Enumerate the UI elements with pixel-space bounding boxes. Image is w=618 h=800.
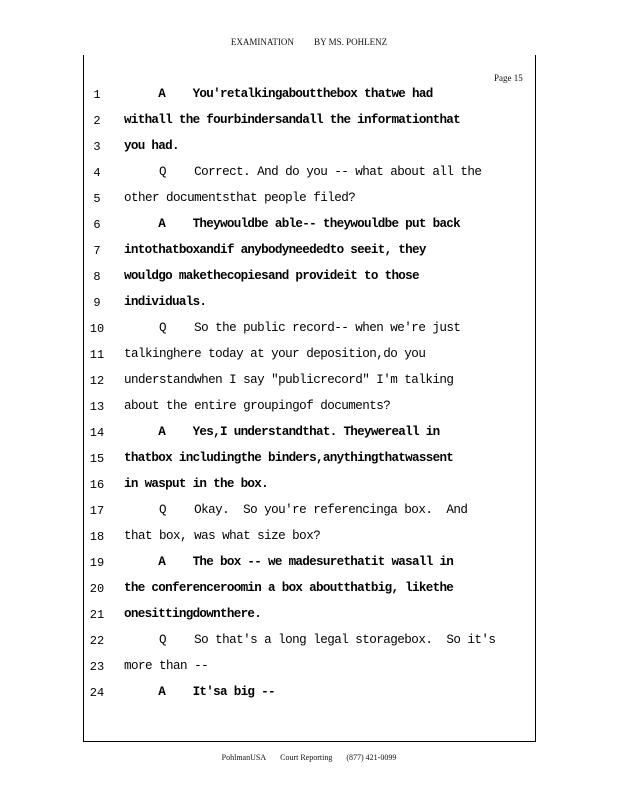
header-examiner: BY MS. POHLENZ [314,37,388,47]
line-text: Q Okay. So you're referencinga box. And [124,503,468,517]
footer-phone: (877) 421-0099 [346,753,397,762]
line-number: 14 [89,426,105,440]
line-number: 15 [89,452,105,466]
line-text: understandwhen I say "publicrecord" I'm talking [124,373,454,387]
line-text: A It'sa big -- [124,685,275,699]
line-number: 18 [89,530,105,544]
line-text: Q So that's a long legal storagebox. So it's [124,633,496,647]
transcript-line [0,448,618,474]
transcript-line [0,396,618,422]
line-number: 10 [89,322,105,336]
line-text: about the entire groupingof documents? [124,399,391,413]
line-number: 8 [93,270,101,284]
transcript-line [0,578,618,604]
line-text: onesittingdownthere. [124,607,262,621]
transcript-line [0,162,618,188]
line-text: other documentsthat people filed? [124,191,356,205]
transcript-line [0,604,618,630]
line-number: 23 [89,660,105,674]
line-text: A The box -- we madesurethatit wasall in [124,555,454,569]
transcript-line [0,266,618,292]
header-section: EXAMINATION [230,37,294,47]
transcript-line [0,214,618,240]
line-text: A Yes,I understandthat. Theywereall in [124,425,440,439]
line-number: 21 [89,608,105,622]
transcript-line [0,552,618,578]
page-number: Page 15 [494,73,523,83]
line-number: 19 [89,556,105,570]
transcript-line [0,188,618,214]
line-text: thatbox includingthe binders,anythingthatwassent [124,451,454,465]
line-number: 20 [89,582,105,596]
line-text: wouldgo makethecopiesand provideit to those [124,269,419,283]
transcript-line [0,474,618,500]
footer-service: Court Reporting [280,753,333,762]
line-text: Q So the public record-- when we're just [124,321,461,335]
page-footer [0,753,618,762]
transcript-line [0,370,618,396]
transcript-line [0,318,618,344]
line-number: 3 [93,140,101,154]
line-text: that box, was what size box? [124,529,321,543]
line-text: intothatboxandif anybodyneededto seeit, they [124,243,426,257]
line-number: 13 [89,400,105,414]
transcript-line [0,682,618,708]
line-number: 6 [93,218,101,232]
line-text: in wasput in the box. [124,477,269,491]
transcript-line [0,500,618,526]
line-text: the conferenceroomin a box aboutthatbig, likethe [124,581,454,595]
line-text: talkinghere today at your deposition,do you [124,347,426,361]
line-number: 11 [89,348,105,362]
line-number: 7 [93,244,101,258]
line-number: 22 [89,634,105,648]
transcript-line [0,292,618,318]
line-number: 12 [89,374,105,388]
line-text: individuals. [124,295,207,309]
line-number: 1 [93,88,101,102]
line-text: withall the fourbindersandall the informationthat [124,113,461,127]
line-number: 9 [93,296,101,310]
transcript-line [0,84,618,110]
line-number: 17 [89,504,105,518]
line-text: you had. [124,139,179,153]
transcript-line [0,136,618,162]
line-text: more than -- [124,659,209,673]
transcript-line [0,344,618,370]
line-text: A Theywouldbe able-- theywouldbe put back [124,217,461,231]
line-number: 5 [93,192,101,206]
transcript-line [0,422,618,448]
transcript-line [0,240,618,266]
transcript-line [0,630,618,656]
footer-company: PohlmanUSA [221,753,267,762]
transcript-line [0,526,618,552]
line-number: 24 [89,686,105,700]
line-text: A You'retalkingaboutthebox thatwe had [124,87,433,101]
line-text: Q Correct. And do you -- what about all the [124,165,482,179]
transcript-line [0,656,618,682]
line-number: 4 [93,166,101,180]
line-number: 2 [93,114,101,128]
line-number: 16 [89,478,105,492]
transcript-line [0,110,618,136]
page-header [0,37,618,47]
